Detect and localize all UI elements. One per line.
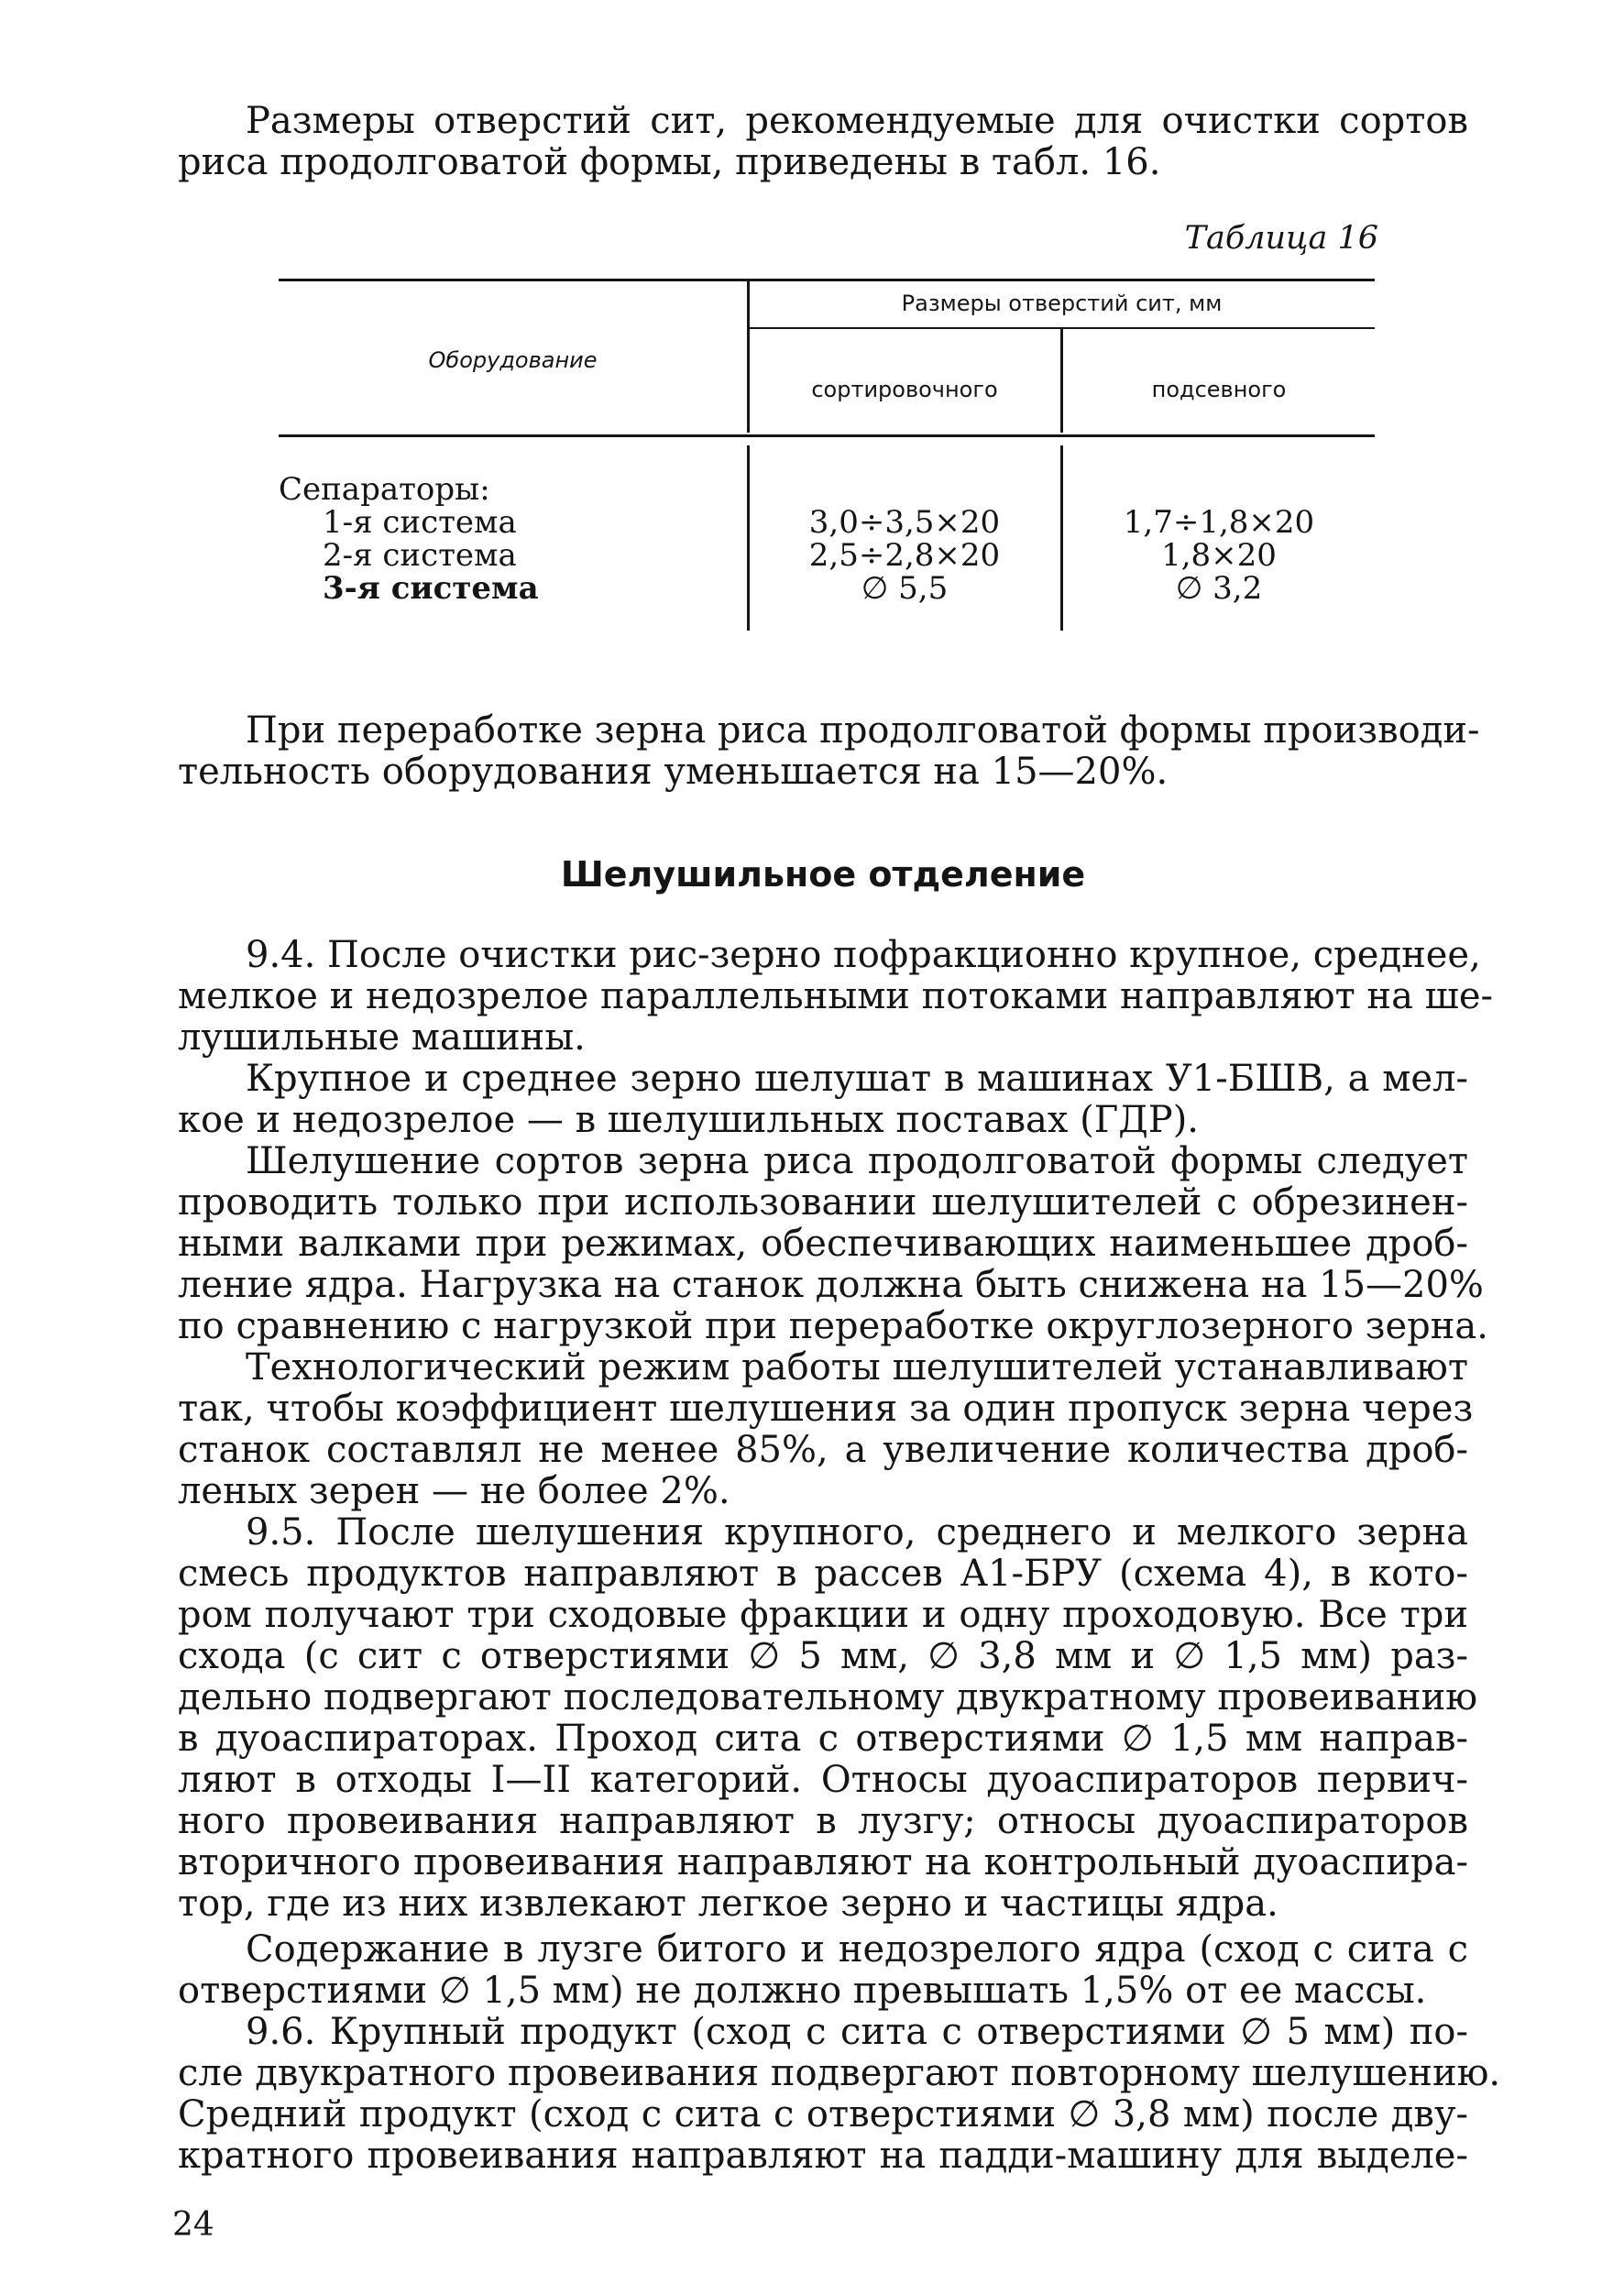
text-line: ными валками при режимах, обеспечивающих наименьшее дроб-: [178, 1223, 1468, 1265]
text-line: Шелушение сортов зерна риса продолговатой формы следует: [246, 1140, 1468, 1182]
text-line: тельность оборудования уменьшается на 15—20%.: [178, 751, 1169, 793]
text-line: смесь продуктов направляют в рассев А1-БРУ (схема 4), в кото-: [178, 1553, 1468, 1595]
text-line: Содержание в лузге битого и недозрелого ядра (сход с сита с: [246, 1928, 1468, 1971]
page-number: 24: [172, 2206, 214, 2244]
text-line: ром получают три сходовые фракции и одну проходовую. Все три: [178, 1594, 1468, 1636]
body-paragraph: [178, 1929, 1468, 2012]
table-cell-sorting: ∅ 5,5: [861, 570, 949, 607]
table-row-name: 3-я система: [323, 570, 539, 607]
text-line: Технологический режим работы шелушителей устанавливают: [246, 1346, 1468, 1389]
text-line: в дуоаспираторах. Проход сита с отверстиями ∅ 1,5 мм направ-: [178, 1718, 1468, 1760]
intro-paragraph: [178, 101, 1468, 183]
text-line: кратного провеивания направляют на падди-машину для выделе-: [178, 2135, 1468, 2177]
table-header-underflow: подсевного: [1151, 377, 1287, 402]
text-line: тор, где из них извлекают легкое зерно и частицы ядра.: [178, 1883, 1278, 1925]
text-line: отверстиями ∅ 1,5 мм) не должно превышать 1,5% от ее массы.: [178, 1970, 1427, 2012]
text-line: При переработке зерна риса продолговатой формы производи-: [246, 709, 1480, 752]
table-cell-underflow: 1,8×20: [1161, 537, 1277, 574]
text-line: риса продолговатой формы, приведены в табл. 16.: [178, 141, 1161, 183]
table-cell-sorting: 2,5÷2,8×20: [808, 537, 1001, 574]
table-cell-underflow: 1,7÷1,8×20: [1123, 504, 1315, 541]
text-line: дельно подвергают последовательному двукратному провеиванию: [178, 1676, 1478, 1718]
table-row-name: 2-я система: [323, 537, 517, 574]
text-line: схода (с сит с отверстиями ∅ 5 мм, ∅ 3,8 мм и ∅ 1,5 мм) раз-: [178, 1635, 1468, 1677]
body-paragraph: [178, 1059, 1468, 1141]
body-paragraph: [178, 934, 1494, 1059]
text-line: проводить только при использовании шелушителей с обрезинен-: [178, 1181, 1468, 1224]
table-caption: Таблица 16: [1184, 220, 1378, 257]
body-paragraph: [178, 1140, 1488, 1347]
text-line: мелкое и недозрелое параллельными потоками направляют на ше-: [178, 975, 1494, 1017]
text-line: ляют в отходы I—II категорий. Относы дуоаспираторов первич-: [178, 1759, 1468, 1801]
text-line: 9.4. После очистки рис-зерно пофракционно крупное, среднее,: [246, 934, 1481, 976]
text-line: 9.5. После шелушения крупного, среднего и мелкого зерна: [246, 1511, 1468, 1554]
body-paragraph: [178, 1511, 1478, 1925]
text-line: кое и недозрелое — в шелушильных поставах (ГДР).: [178, 1099, 1200, 1141]
text-line: ление ядра. Нагрузка на станок должна быть снижена на 15—20%: [178, 1264, 1484, 1306]
table-header-equipment: Оборудование: [428, 347, 598, 373]
body-paragraph: [178, 2011, 1501, 2177]
text-line: так, чтобы коэффициент шелушения за один пропуск зерна через: [178, 1388, 1474, 1430]
table-top-rule: [279, 279, 1375, 281]
table-group-label: Сепараторы:: [279, 471, 490, 508]
section-title: Шелушильное отделение: [560, 854, 1086, 895]
text-line: сле двукратного провеивания подвергают повторному шелушению.: [178, 2052, 1501, 2094]
text-line: ного провеивания направляют в лузгу; относы дуоаспираторов: [178, 1800, 1468, 1842]
text-line: станок составлял не менее 85%, а увеличение количества дроб-: [178, 1429, 1468, 1471]
text-line: Средний продукт (сход с сита с отверстиями ∅ 3,8 мм) после дву-: [178, 2093, 1468, 2136]
text-line: 9.6. Крупный продукт (сход с сита с отверстиями ∅ 5 мм) по-: [246, 2011, 1468, 2053]
table-cell-sorting: 3,0÷3,5×20: [808, 504, 1001, 541]
text-line: лушильные машины.: [178, 1016, 586, 1059]
text-line: Размеры отверстий сит, рекомендуемые для очистки сортов: [246, 100, 1468, 142]
table-header-sorting: сортировочного: [811, 377, 998, 402]
text-line: леных зерен — не более 2%.: [178, 1470, 730, 1512]
note-paragraph: [178, 709, 1480, 793]
body-paragraph: [178, 1346, 1474, 1512]
text-line: по сравнению с нагрузкой при переработке округлозерного зерна.: [178, 1305, 1488, 1347]
table-header-rule: [279, 434, 1375, 437]
text-line: вторичного провеивания направляют на контрольный дуоаспира-: [178, 1841, 1468, 1883]
text-line: Крупное и среднее зерно шелушат в машинах У1-БШВ, а мел-: [246, 1058, 1468, 1100]
table-header-group: Размеры отверстий сит, мм: [901, 291, 1223, 316]
table-cell-underflow: ∅ 3,2: [1175, 570, 1263, 607]
table-row-name: 1-я система: [323, 504, 517, 541]
